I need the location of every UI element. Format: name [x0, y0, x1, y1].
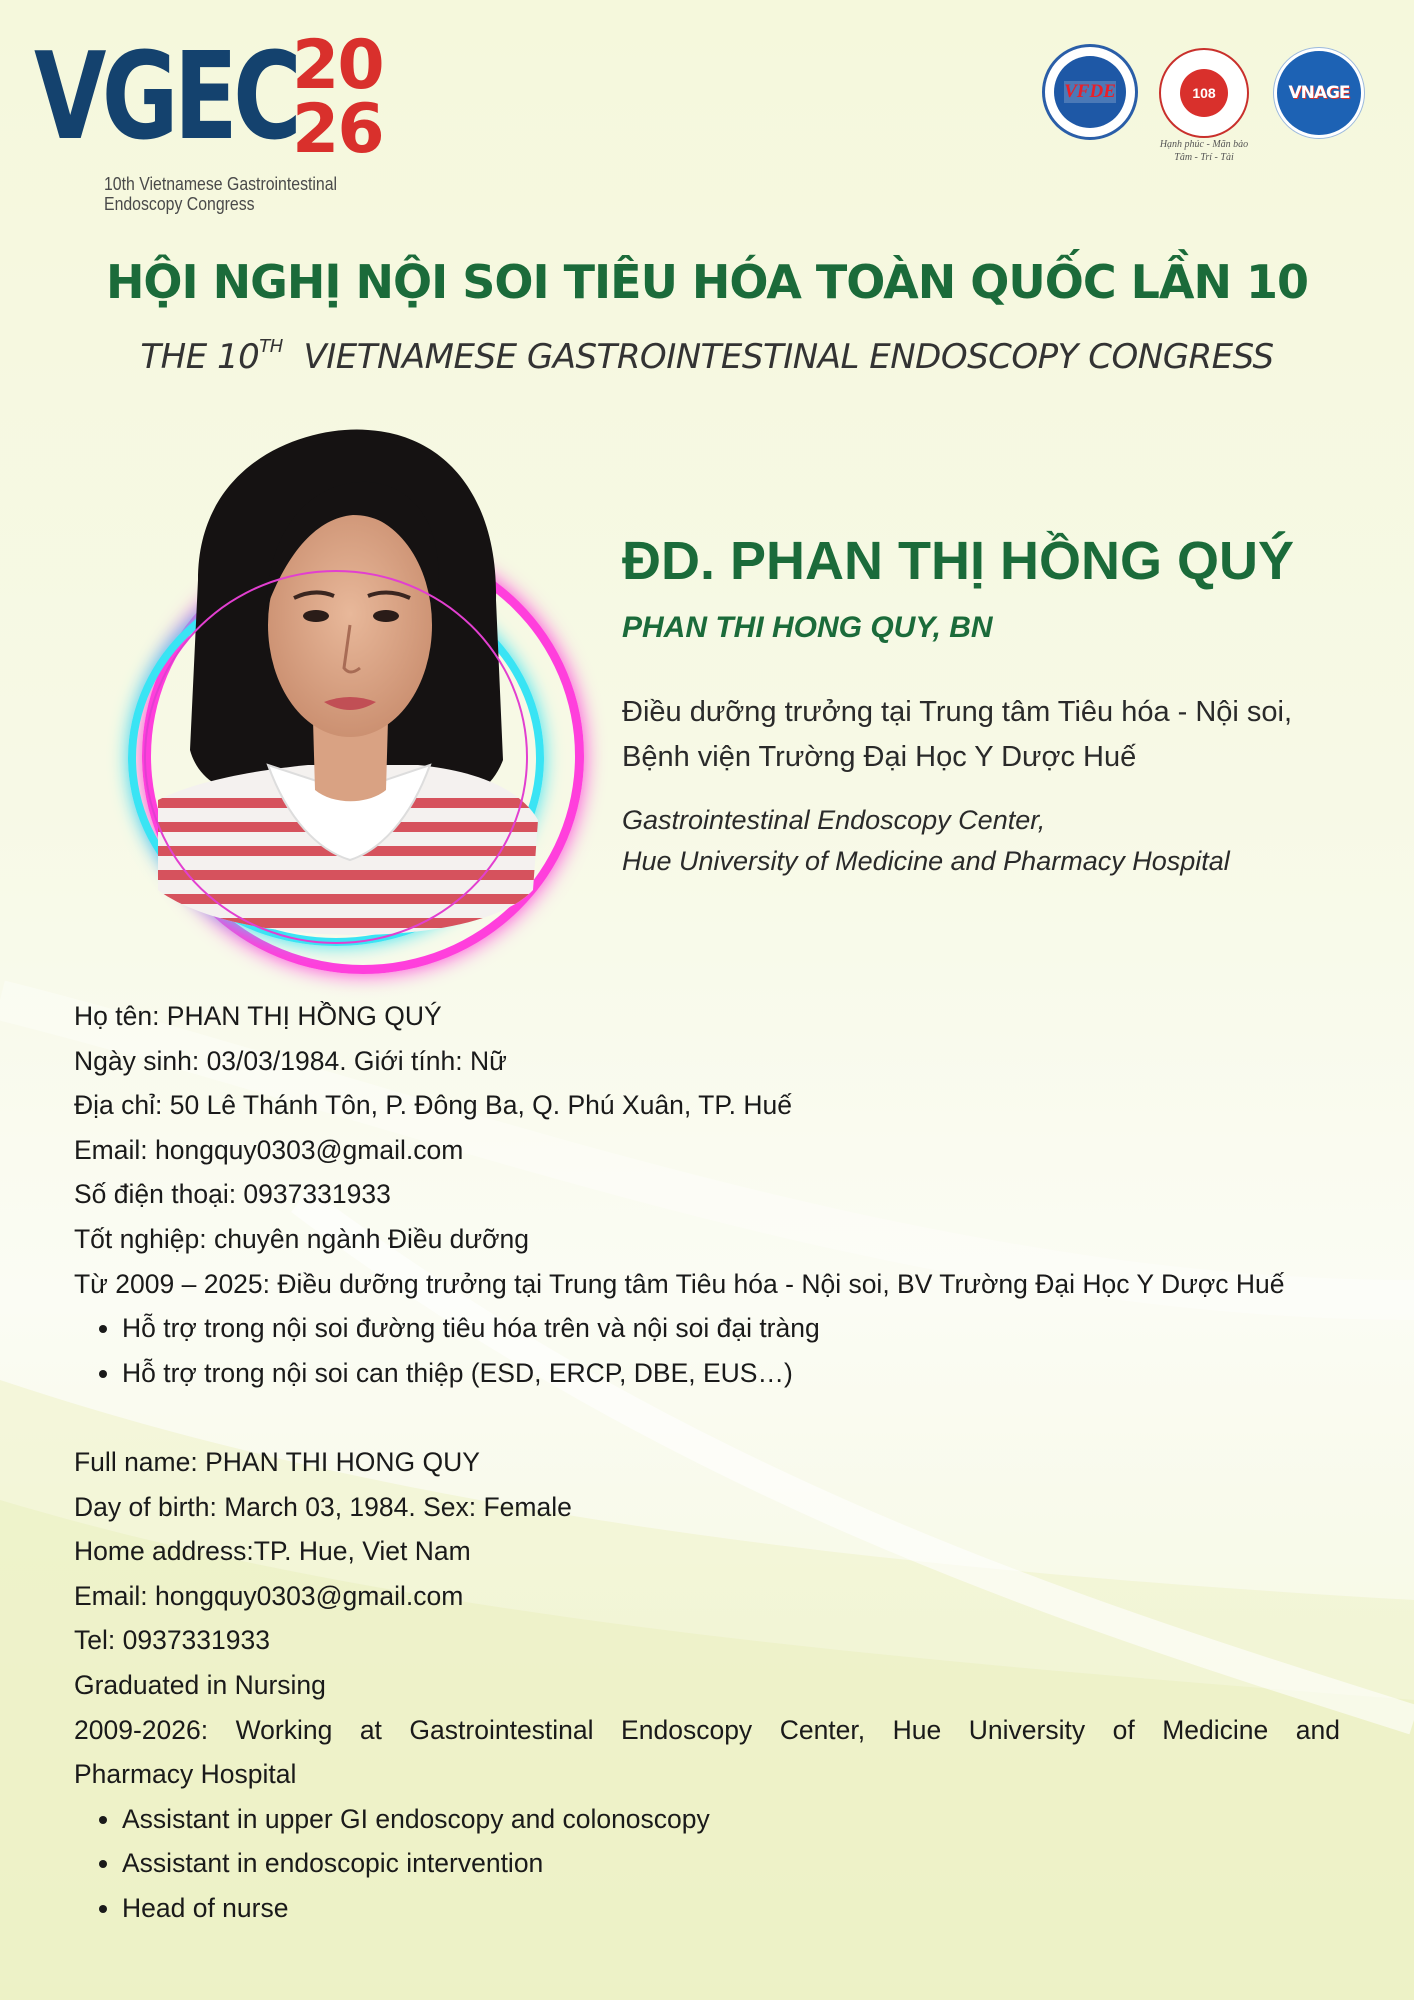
hospital-motto-line1: Hạnh phúc - Mãn bảo: [1159, 139, 1249, 150]
bio-vn-line: Tốt nghiệp: chuyên ngành Điều dưỡng: [74, 1223, 530, 1254]
title-en-suffix: VIETNAMESE GASTROINTESTINAL ENDOSCOPY CONGRESS: [303, 337, 1274, 377]
vgec-logo: [34, 28, 414, 218]
bio-vn-line: Số điện thoại: 0937331933: [74, 1179, 391, 1210]
title-en-sup: TH: [259, 336, 283, 357]
military-hospital-108-logo: [1159, 48, 1249, 138]
bio-vn-line: Email: hongquy0303@gmail.com: [74, 1134, 464, 1165]
position-vn-line2: Bệnh viện Trường Đại Học Y Dược Huế: [622, 741, 1137, 773]
logo-subtitle-line2: Endoscopy Congress: [104, 194, 255, 214]
position-en-line2: Hue University of Medicine and Pharmacy Hospital: [622, 846, 1230, 876]
congress-title-vn: HỘI NGHỊ NỘI SOI TIÊU HÓA TOÀN QUỐC LẦN 10: [105, 255, 1309, 309]
bio-vn-line: Ngày sinh: 03/03/1984. Giới tính: Nữ: [74, 1045, 507, 1076]
bio-en-line: Email: hongquy0303@gmail.com: [74, 1580, 464, 1611]
bio-en-line: Tel: 0937331933: [74, 1625, 270, 1656]
biography: [74, 994, 1340, 1930]
vnage-logo-text: VNAGE: [1288, 83, 1350, 103]
bio-en-line: Home address:TP. Hue, Viet Nam: [74, 1536, 471, 1567]
logo-year-top: 20: [292, 26, 383, 105]
bio-vn-bullet: • Hỗ trợ trong nội soi đường tiêu hóa trên và nội soi đại tràng: [122, 1306, 1340, 1351]
speaker-portrait: [118, 420, 578, 960]
bio-en-line: Day of birth: March 03, 1984. Sex: Female: [74, 1491, 572, 1522]
position-en-line1: Gastrointestinal Endoscopy Center,: [622, 805, 1046, 835]
hospital-motto: [1148, 138, 1260, 164]
bio-en-bullets: [74, 1797, 1340, 1931]
logo-year: [292, 26, 402, 169]
speaker-name-en: PHAN THI HONG QUY, BN: [622, 611, 993, 644]
vfde-logo: [1042, 44, 1138, 140]
bio-vn-line: Từ 2009 – 2025: Điều dưỡng trưởng tại Trung tâm Tiêu hóa - Nội soi, BV Trường Đại Học Y Dược Huế: [74, 1268, 1285, 1299]
bio-en-line: Full name: PHAN THI HONG QUY: [74, 1446, 480, 1477]
bio-en-work-line1: 2009-2026: Working at Gastrointestinal Endoscopy Center, Hue University of Medicine and: [74, 1714, 1340, 1745]
bio-vn-bullets: [74, 1306, 1340, 1395]
logo-year-bottom: 26: [292, 90, 383, 169]
congress-title-en: [0, 322, 1414, 382]
speaker-position-en: [622, 800, 1382, 882]
speaker-name-vn: ĐD. PHAN THỊ HỒNG QUÝ: [622, 531, 1295, 591]
section-gap: [74, 1395, 1340, 1440]
logo-subtitle-line1: 10th Vietnamese Gastrointestinal: [104, 174, 338, 194]
logo-wordmark: VGEC: [34, 28, 298, 167]
vnage-logo: [1274, 48, 1364, 138]
bio-vn-line: Họ tên: PHAN THỊ HỒNG QUÝ: [74, 1001, 442, 1031]
position-vn-line1: Điều dưỡng trưởng tại Trung tâm Tiêu hóa - Nội soi,: [622, 696, 1293, 728]
hospital-motto-line2: Tâm - Trí - Tài: [1174, 152, 1234, 163]
bio-en-bullet: • Assistant in endoscopic intervention: [122, 1841, 1340, 1886]
portrait-ring-thin: [144, 570, 528, 944]
bio-en-bullet: • Head of nurse: [122, 1886, 1340, 1931]
bio-en-bullet: • Assistant in upper GI endoscopy and colonoscopy: [122, 1797, 1340, 1842]
bio-en-work-line2: Pharmacy Hospital: [74, 1759, 297, 1790]
title-en-prefix: THE 10: [140, 337, 260, 377]
logo-subtitle: [104, 174, 368, 214]
bio-vn-bullet: • Hỗ trợ trong nội soi can thiệp (ESD, ERCP, DBE, EUS…): [122, 1351, 1340, 1396]
bio-vn-line: Địa chỉ: 50 Lê Thánh Tôn, P. Đông Ba, Q. Phú Xuân, TP. Huế: [74, 1090, 792, 1121]
bio-en-line: Graduated in Nursing: [74, 1669, 326, 1700]
hospital-badge: 108: [1180, 69, 1228, 117]
speaker-position-vn: [622, 690, 1382, 780]
vfde-logo-text: VFDE: [1064, 81, 1116, 102]
